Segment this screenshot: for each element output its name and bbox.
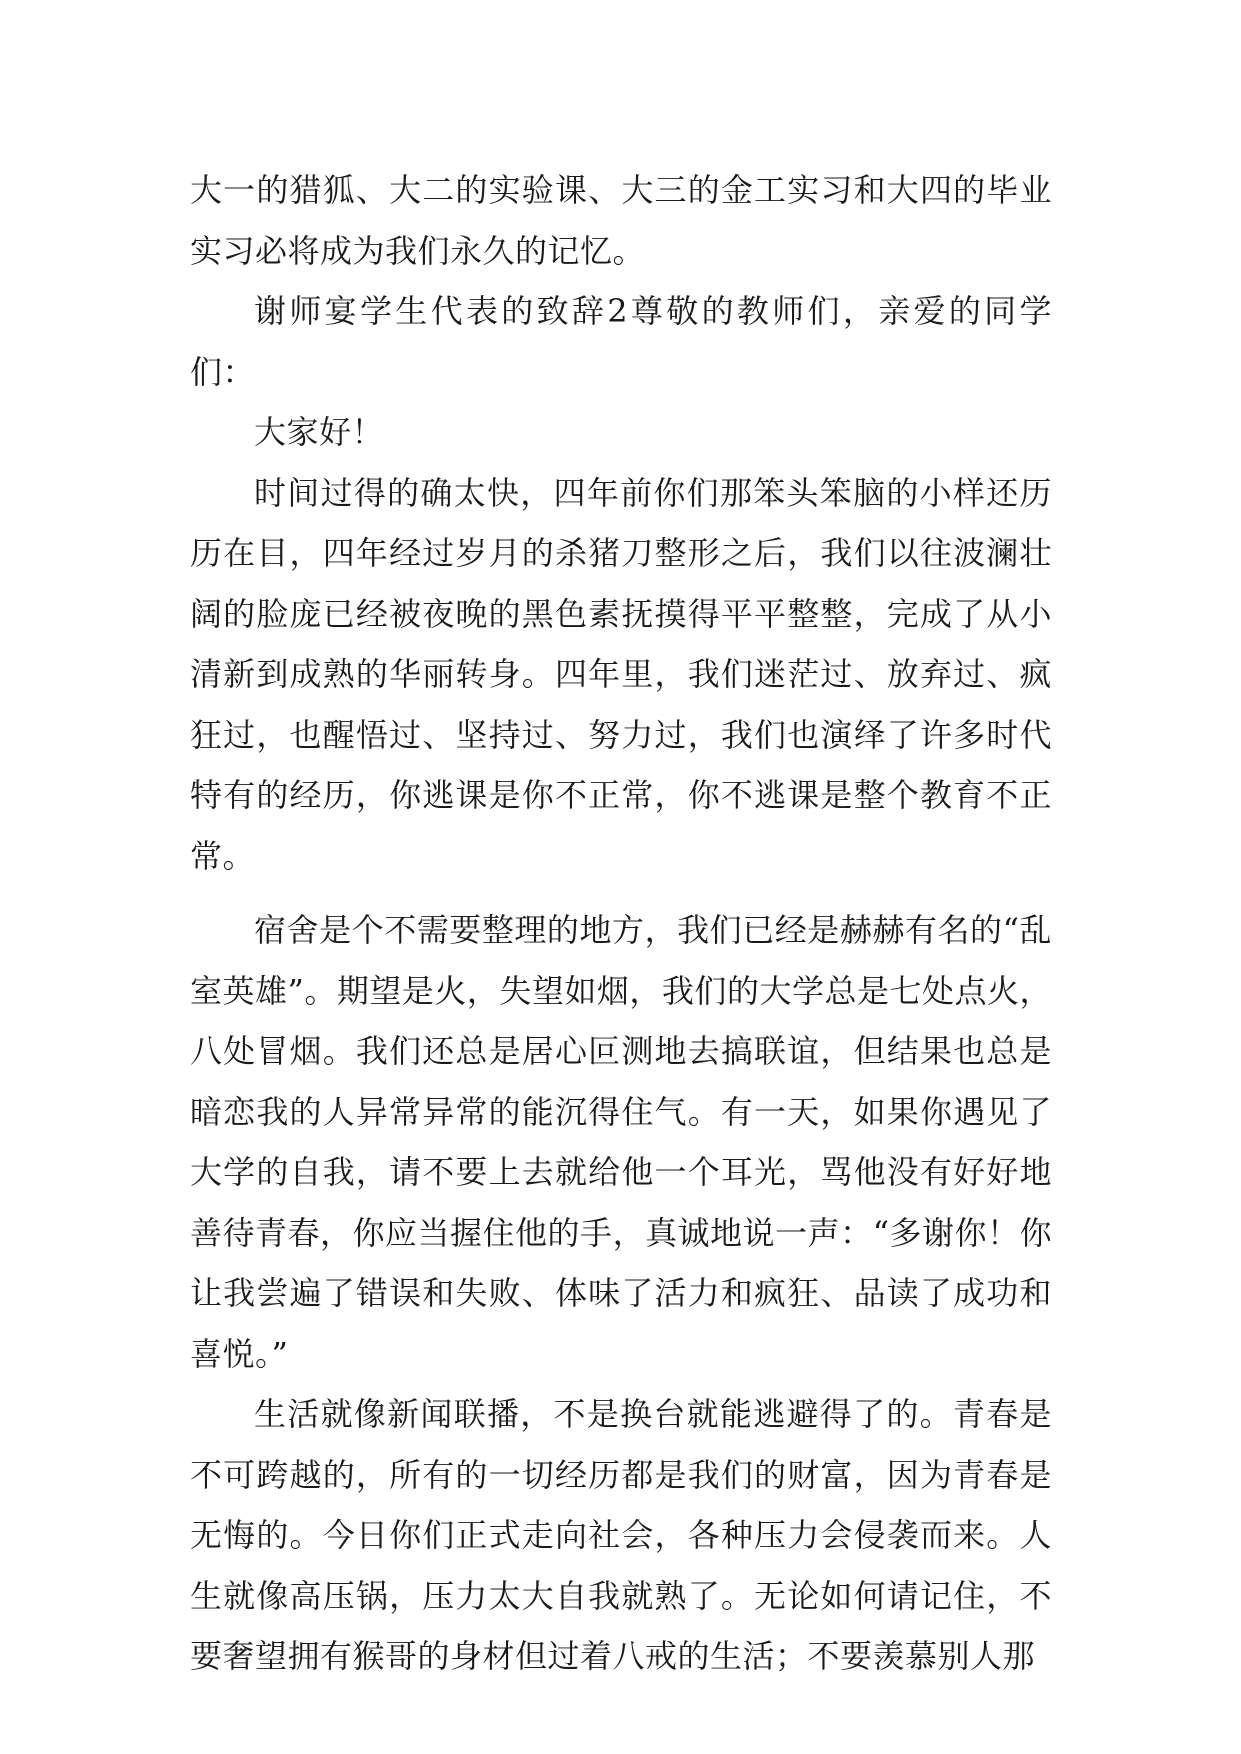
paragraph-life: 生活就像新闻联播，不是换台就能逃避得了的。青春是不可跨越的，所有的一切经历都是我们的财富，因为青春是无悔的。今日你们正式走向社会，各种压力会侵袭而来。人生就像高压锅，压力太大自我就熟了。无论如何请记住，不要奢望拥有猴哥的身材但过着八戒的生活；不要羡慕别人那: [190, 1395, 1052, 1675]
paragraph-memory: 大一的猎狐、大二的实验课、大三的金工实习和大四的毕业实习必将成为我们永久的记忆。: [190, 171, 1052, 270]
document-body: [190, 160, 1052, 1687]
paragraph-time-passes: 时间过得的确太快，四年前你们那笨头笨脑的小样还历历在目，四年经过岁月的杀猪刀整形之后，我们以往波澜壮阔的脸庞已经被夜晚的黑色素抚摸得平平整整，完成了从小清新到成熟的华丽转身。四年里，我们迷茫过、放弃过、疯狂过，也醒悟过、坚持过、努力过，我们也演绎了许多时代特有的经历，你逃课是你不正常，你不逃课是整个教育不正常。: [190, 473, 1052, 875]
paragraph-dormitory: 宿舍是个不需要整理的地方，我们已经是赫赫有名的“乱室英雄”。期望是火，失望如烟，我们的大学总是七处点火，八处冒烟。我们还总是居心叵测地去搞联谊，但结果也总是暗恋我的人异常异常的能沉得住气。有一天，如果你遇见了大学的自我，请不要上去就给他一个耳光，骂他没有好好地善待青春，你应当握住他的手，真诚地说一声：“多谢你！你让我尝遍了错误和失败、体味了活力和疯狂、品读了成功和喜悦。”: [190, 911, 1052, 1373]
paragraph-greeting: 大家好！: [254, 413, 385, 451]
paragraph-speech-heading: 谢师宴学生代表的致辞2尊敬的教师们，亲爱的同学们：: [190, 292, 1052, 391]
